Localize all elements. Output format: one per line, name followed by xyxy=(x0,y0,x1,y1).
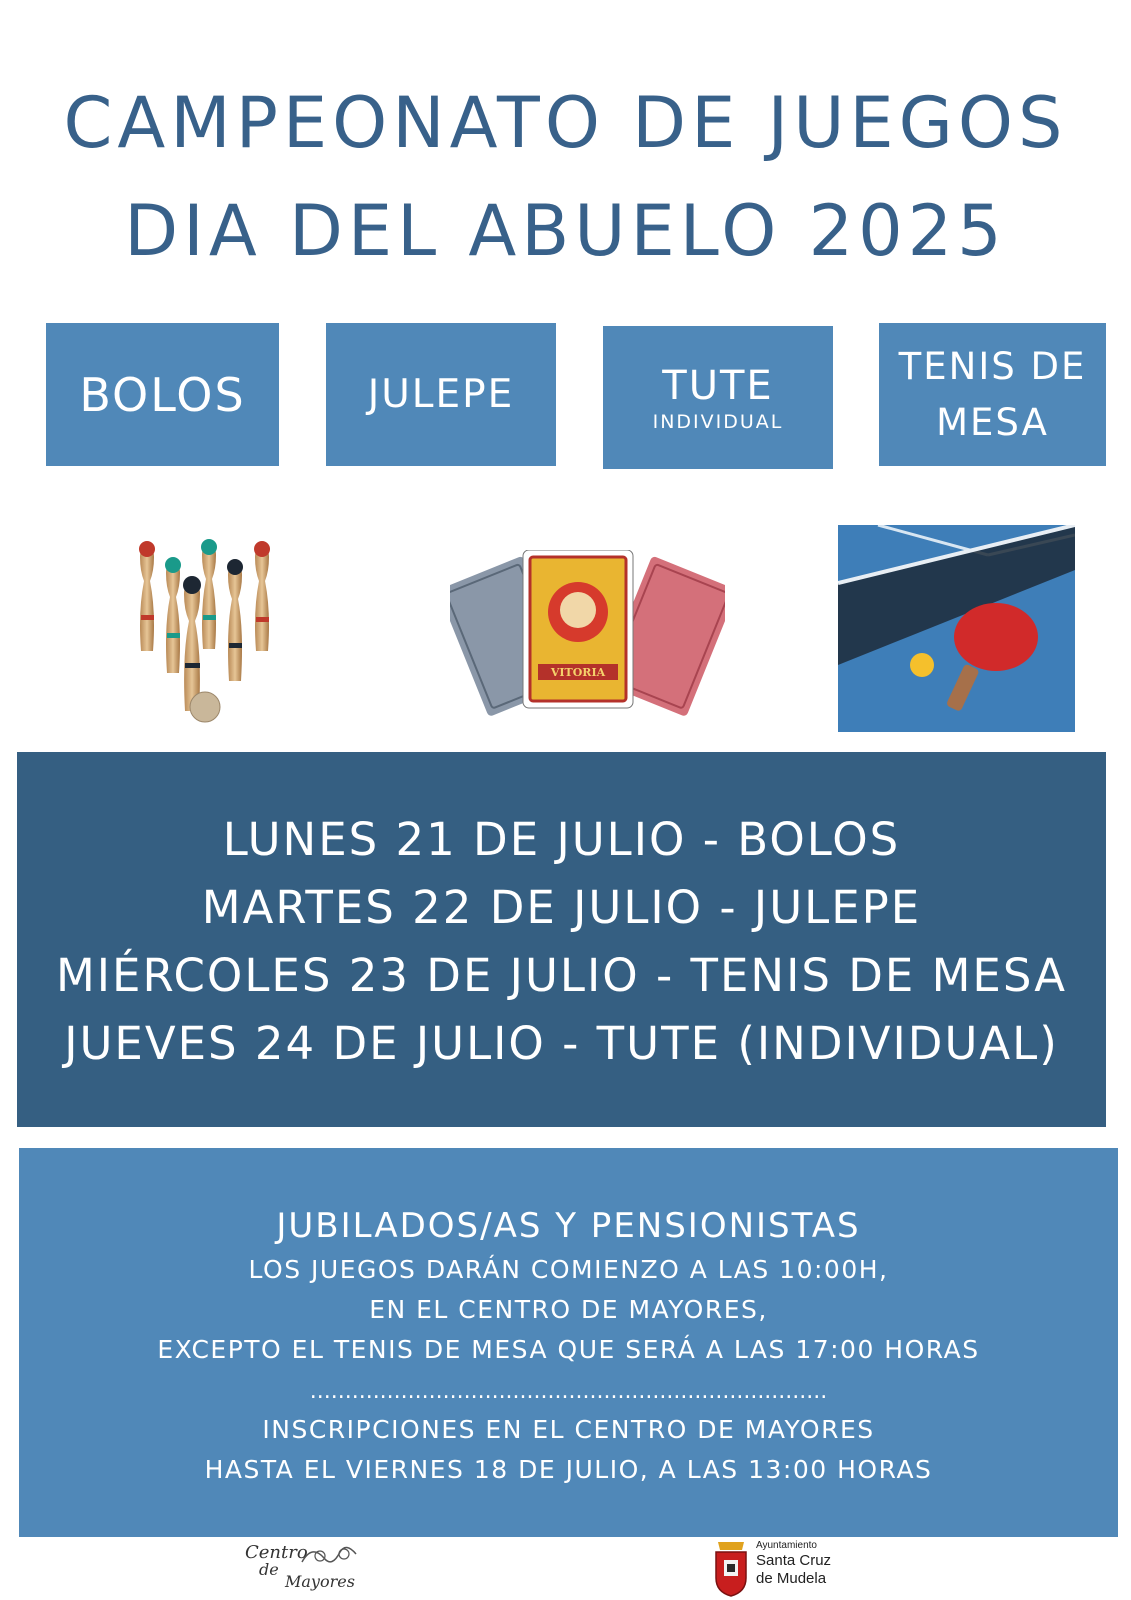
game-label-tute: TUTE xyxy=(662,362,774,409)
game-sublabel-tute: INDIVIDUAL xyxy=(652,410,784,433)
game-box-julepe xyxy=(326,323,556,466)
ayto-name-line1: Santa Cruz xyxy=(756,1552,832,1569)
schedule-panel xyxy=(17,752,1106,1127)
schedule-line: JUEVES 24 DE JULIO - TUTE (INDIVIDUAL) xyxy=(64,1017,1059,1070)
info-line: LOS JUEGOS DARÁN COMIENZO A LAS 10:00H, xyxy=(248,1255,889,1284)
game-label-tenis-line1: TENIS DE xyxy=(898,344,1087,388)
game-box-bolos xyxy=(46,323,279,466)
ball-icon xyxy=(190,692,220,722)
registration-line: INSCRIPCIONES EN EL CENTRO DE MAYORES xyxy=(262,1415,875,1444)
game-label-julepe: JULEPE xyxy=(367,372,515,417)
logo-text: Mayores xyxy=(285,1572,355,1591)
info-heading: JUBILADOS/AS Y PENSIONISTAS xyxy=(276,1206,861,1246)
ayto-name-line2: de Mudela xyxy=(756,1570,827,1587)
bowling-pins-image xyxy=(125,535,295,745)
ping-pong-image xyxy=(838,525,1075,732)
playing-cards-image xyxy=(450,550,725,720)
pin-icon xyxy=(254,541,270,651)
game-label-bolos: BOLOS xyxy=(79,367,246,422)
pin-icon xyxy=(165,557,181,673)
info-line: EN EL CENTRO DE MAYORES, xyxy=(369,1295,768,1324)
schedule-line: LUNES 21 DE JULIO - BOLOS xyxy=(222,813,901,866)
ayto-small-label: Ayuntamiento xyxy=(756,1540,817,1551)
coat-of-arms-icon xyxy=(712,1540,750,1598)
info-line: EXCEPTO EL TENIS DE MESA QUE SERÁ A LAS 17:00 HORAS xyxy=(157,1335,980,1364)
info-panel xyxy=(19,1148,1118,1537)
pin-icon xyxy=(201,539,217,649)
pin-icon xyxy=(183,576,201,711)
game-box-tute xyxy=(603,326,833,469)
logo-text: de xyxy=(259,1560,279,1579)
title-line-2: DIA DEL ABUELO 2025 xyxy=(124,190,1007,272)
title-line-1: CAMPEONATO DE JUEGOS xyxy=(63,82,1068,164)
flourish-icon xyxy=(300,1542,360,1574)
pin-icon xyxy=(227,559,243,681)
ball-icon xyxy=(910,653,934,677)
pin-icon xyxy=(139,541,155,651)
centro-mayores-logo xyxy=(245,1540,365,1592)
game-label-tenis-line2: MESA xyxy=(936,400,1049,444)
schedule-line: MIÉRCOLES 23 DE JULIO - TENIS DE MESA xyxy=(55,949,1068,1002)
separator-dots: .......................................................................... xyxy=(309,1379,828,1404)
schedule-line: MARTES 22 DE JULIO - JULEPE xyxy=(201,881,922,934)
card-front-icon xyxy=(523,550,633,708)
registration-line: HASTA EL VIERNES 18 DE JULIO, A LAS 13:00 HORAS xyxy=(204,1455,933,1484)
card-label: VITORIA xyxy=(550,666,606,679)
game-box-tenis-de-mesa xyxy=(879,323,1106,466)
logo-text: Centro xyxy=(245,1542,308,1563)
ayuntamiento-logo xyxy=(712,1540,852,1598)
